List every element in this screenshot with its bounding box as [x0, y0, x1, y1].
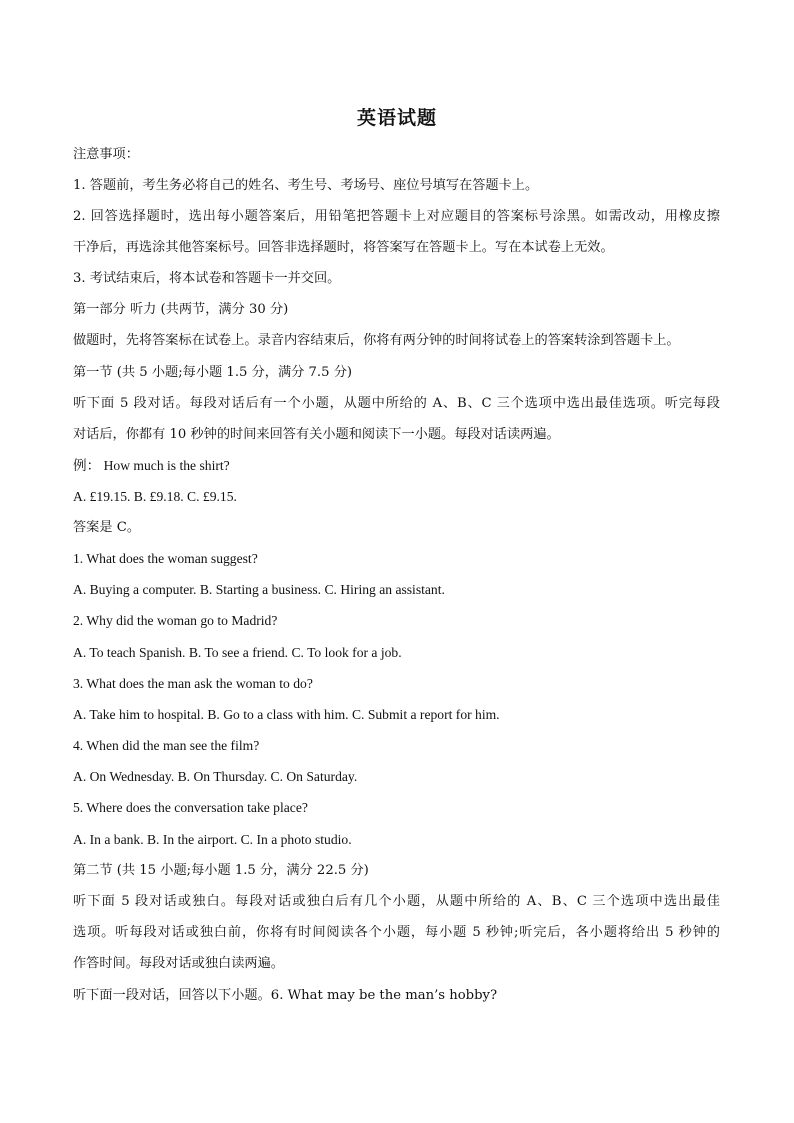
- question-6: 听下面一段对话，回答以下小题。6. What may be the man’s hobby?: [73, 988, 498, 1003]
- section-one-heading: 第一节 (共 5 小题;每小题 1.5 分，满分 7.5 分): [73, 365, 353, 380]
- example-answer: 答案是 C。: [73, 520, 141, 535]
- question-2-options: A. To teach Spanish. B. To see a friend. C. To look for a job.: [73, 645, 402, 660]
- section-two-instructions-cont: 选项。听每段对话或独白前，你将有时间阅读各个小题，每小题 5 秒钟;听完后，各小题将给出 5 秒钟的: [73, 925, 720, 940]
- part-one-heading: 第一部分 听力 (共两节，满分 30 分): [73, 302, 289, 317]
- question-1-options: A. Buying a computer. B. Starting a business. C. Hiring an assistant.: [73, 582, 445, 597]
- part-one-instructions: 做题时，先将答案标在试卷上。录音内容结束后，你将有两分钟的时间将试卷上的答案转涂到答题卡上。: [73, 333, 680, 348]
- notice-item-2-cont: 干净后，再选涂其他答案标号。回答非选择题时，将答案写在答题卡上。写在本试卷上无效。: [73, 240, 614, 255]
- notice-item-2: 2. 回答选择题时，选出每小题答案后，用铅笔把答题卡上对应题目的答案标号涂黑。如需改动，用橡皮擦: [73, 209, 720, 224]
- question-4-options: A. On Wednesday. B. On Thursday. C. On Saturday.: [73, 769, 358, 784]
- question-3: 3. What does the man ask the woman to do?: [73, 676, 313, 691]
- example-question: 例： How much is the shirt?: [73, 458, 230, 473]
- example-options: A. £19.15. B. £9.18. C. £9.15.: [73, 489, 237, 504]
- section-one-instructions-cont: 对话后，你都有 10 秒钟的时间来回答有关小题和阅读下一小题。每段对话读两遍。: [73, 427, 560, 442]
- question-3-options: A. Take him to hospital. B. Go to a class with him. C. Submit a report for him.: [73, 707, 500, 722]
- question-2: 2. Why did the woman go to Madrid?: [73, 613, 278, 628]
- notice-item-1: 1. 答题前，考生务必将自己的姓名、考生号、考场号、座位号填写在答题卡上。: [73, 178, 539, 193]
- question-5: 5. Where does the conversation take place?: [73, 800, 308, 815]
- question-1: 1. What does the woman suggest?: [73, 551, 258, 566]
- question-5-options: A. In a bank. B. In the airport. C. In a photo studio.: [73, 832, 352, 847]
- section-two-instructions: 听下面 5 段对话或独白。每段对话或独白后有几个小题，从题中所给的 A、B、C 三个选项中选出最佳: [73, 894, 720, 909]
- section-one-instructions: 听下面 5 段对话。每段对话后有一个小题，从题中所给的 A、B、C 三个选项中选出最佳选项。听完每段: [73, 396, 720, 411]
- notice-heading: 注意事项：: [73, 147, 139, 162]
- page-title: 英语试题: [356, 107, 437, 129]
- section-two-instructions-end: 作答时间。每段对话或独白读两遍。: [73, 956, 284, 971]
- notice-item-3: 3. 考试结束后，将本试卷和答题卡一并交回。: [73, 271, 341, 286]
- question-4: 4. When did the man see the film?: [73, 738, 260, 753]
- section-two-heading: 第二节 (共 15 小题;每小题 1.5 分，满分 22.5 分): [73, 863, 369, 878]
